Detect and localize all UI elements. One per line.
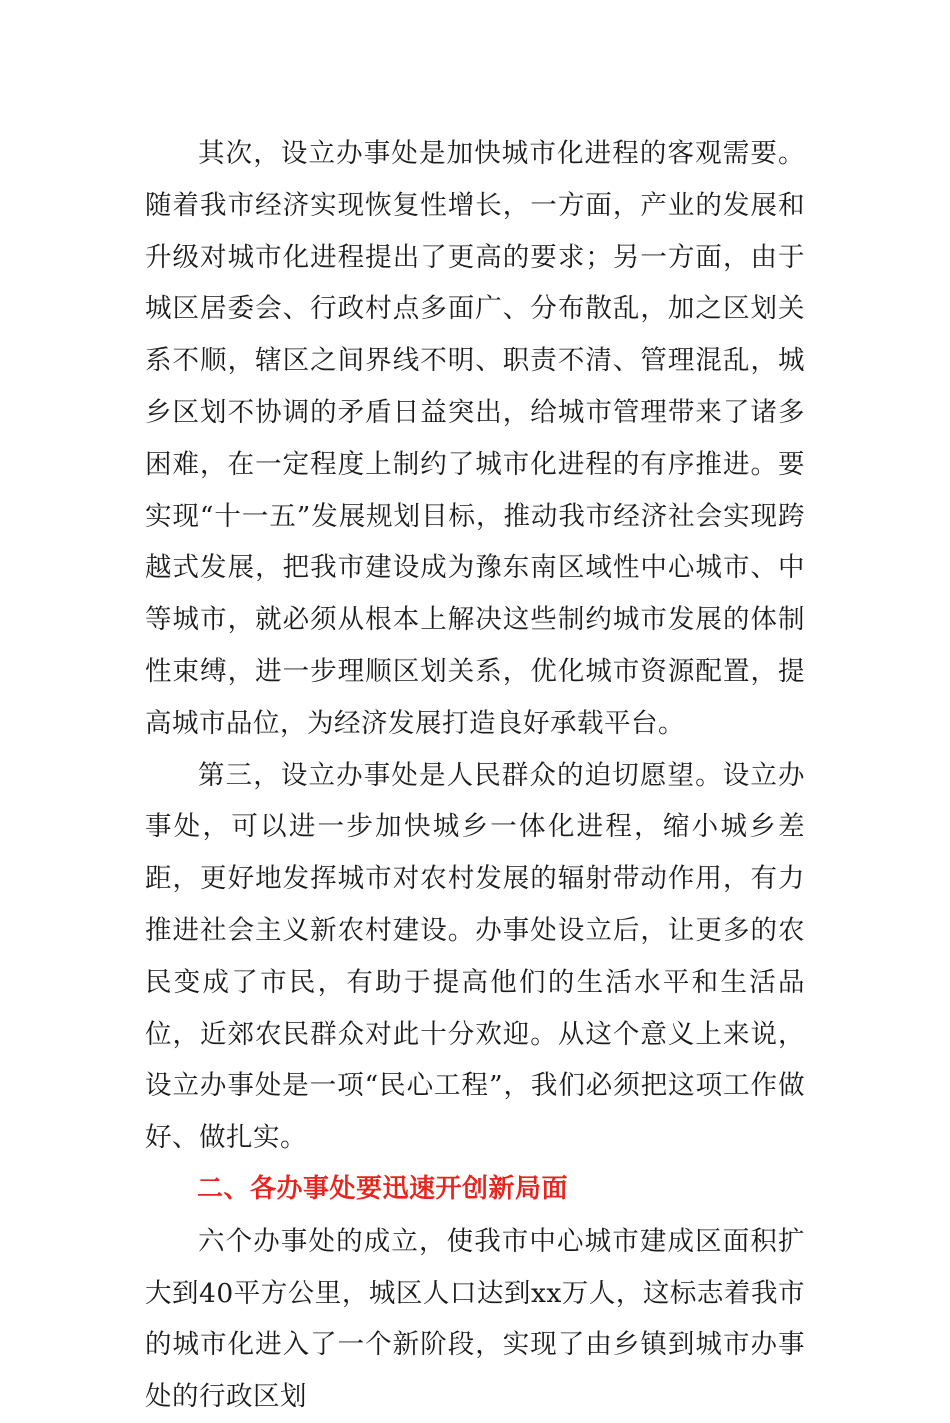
paragraph-six-offices: 六个办事处的成立，使我市中心城市建成区面积扩大到40平方公里，城区人口达到xx万人，这标志着我市的城市化进入了一个新阶段，实现了由乡镇到城市办事处的行政区划	[145, 1225, 805, 1413]
paragraph-third-reason: 第三，设立办事处是人民群众的迫切愿望。设立办事处，可以进一步加快城乡一体化进程，缩小城乡差距，更好地发挥城市对农村发展的辐射带动作用，有力推进社会主义新农村建设。办事处设立后，让更多的农民变成了市民，有助于提高他们的生活水平和生活品位，近郊农民群众对此十分欢迎。从这个意义上来说，设立办事处是一项“民心工程”，我们必须把这项工作做好、做扎实。	[145, 759, 805, 1154]
section-heading: 二、各办事处要迅速开创新局面	[197, 1173, 569, 1204]
document-body	[145, 128, 805, 1423]
paragraph-second-reason: 其次，设立办事处是加快城市化进程的客观需要。随着我市经济实现恢复性增长，一方面，产业的发展和升级对城市化进程提出了更高的要求；另一方面，由于城区居委会、行政村点多面广、分布散乱，加之区划关系不顺，辖区之间界线不明、职责不清、管理混乱，城乡区划不协调的矛盾日益突出，给城市管理带来了诸多困难，在一定程度上制约了城市化进程的有序推进。要实现“十一五”发展规划目标，推动我市经济社会实现跨越式发展，把我市建设成为豫东南区域性中心城市、中等城市，就必须从根本上解决这些制约城市发展的体制性束缚，进一步理顺区划关系，优化城市资源配置，提高城市品位，为经济发展打造良好承载平台。	[145, 138, 805, 739]
